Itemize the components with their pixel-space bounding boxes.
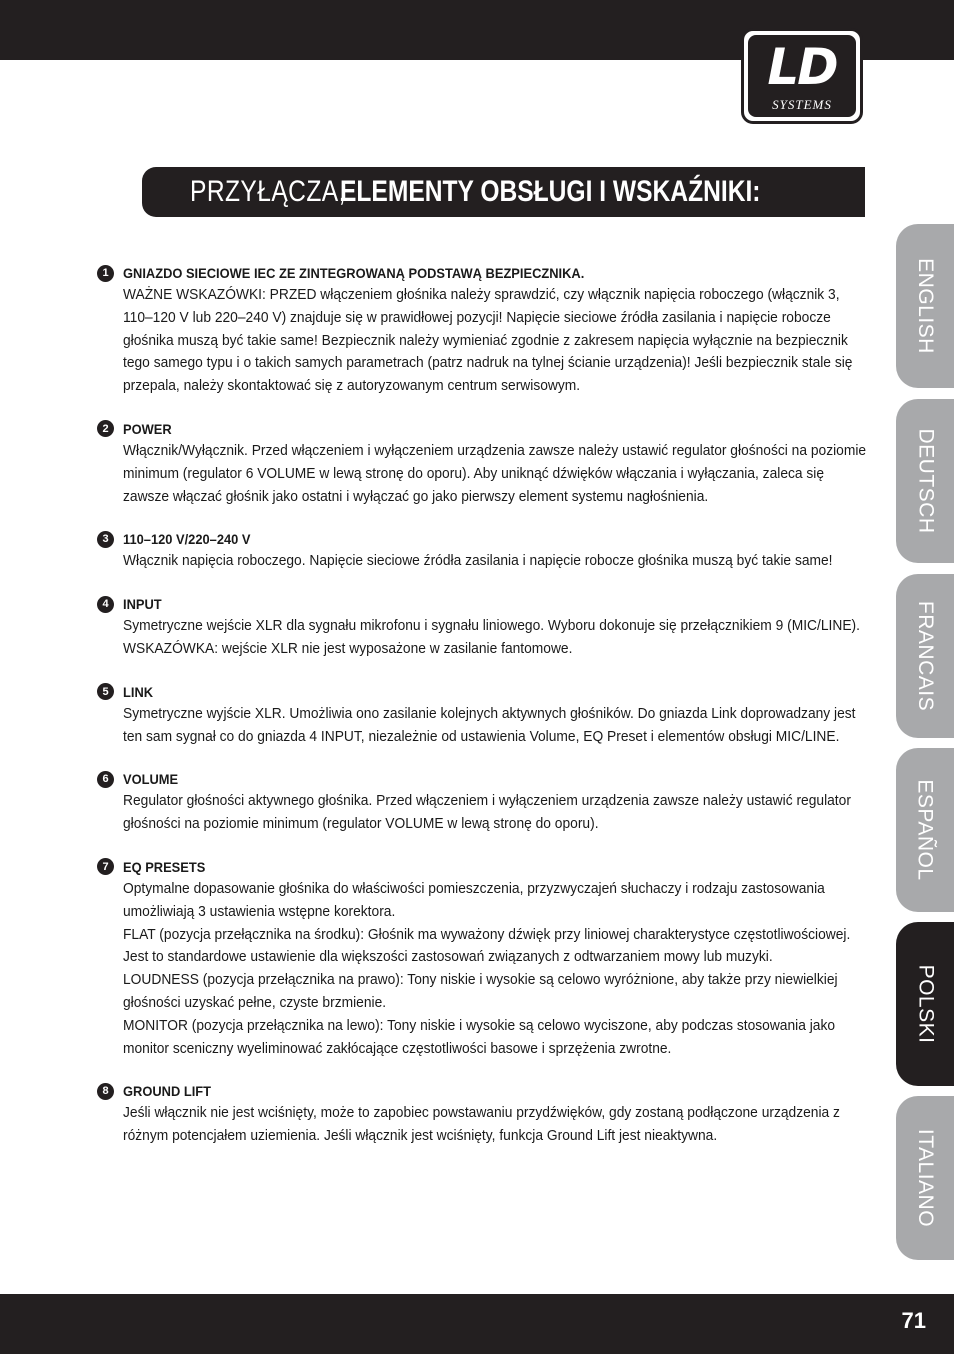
section-paragraph: Symetryczne wyjście XLR. Umożliwia ono zasilanie kolejnych aktywnych głośników. Do gniazda Link doprowadzany jest ten sam sygnał co do gniazda 4 INPUT, niezależnie od ustawienia Volume, EQ Preset i elementów obsługi MIC/LINE. [123,704,856,745]
section-title: GNIAZDO SIECIOWE IEC ZE ZINTEGROWANĄ PODSTAWĄ BEZPIECZNIKA. [123,265,585,281]
page-title-light: PRZYŁĄCZA, [190,175,346,208]
section-title: EQ PRESETS [123,858,206,875]
section-5 [97,681,865,749]
section-paragraph: Jeśli włącznik nie jest wciśnięty, może to zapobiec powstawaniu przydźwięków, gdy zostaną podłączone urządzenia z różnym potencjałem uziemienia. Jeśli włącznik jest wciśnięty, funkcja Ground Lift jest nieaktywna. [123,1104,840,1145]
section-header [97,768,865,790]
section-header [97,681,865,703]
logo-subtitle: SYSTEMS [772,97,832,112]
section-8 [97,1080,865,1148]
section-paragraph: WAŻNE WSKAZÓWKI: PRZED włączeniem głośnika należy sprawdzić, czy włącznik napięcia roboczego (włącznik 3, 110–120 V lub 220–240 V) znajduje się w prawidłowej pozycji! Napięcie sieciowe źródła zasilania i napięcie robocze głośnika muszą być takie same! Bezpiecznik należy wymieniać zgodnie z zakresem napięcia wyłącznie na bezpiecznik tego samego typu i o takich samych parametrach (patrz nadruk na tylnej ścianie urządzenia)! Jeśli bezpiecznik stale się przepala, należy skontaktować się z autoryzowanym centrum serwisowym. [123,286,853,395]
section-title: 110–120 V/220–240 V [123,531,251,548]
section-number-badge: 5 [97,683,114,700]
language-tab-deutsch[interactable] [896,399,954,563]
page-title [142,167,865,217]
section-number-badge: 8 [97,1083,114,1100]
section-paragraph: WSKAZÓWKA: wejście XLR nie jest wyposażone w zasilanie fantomowe. [123,639,573,657]
language-tab-label: FRANCAIS [914,600,937,712]
section-6 [97,768,865,836]
section-header [97,262,865,284]
logo-plate [748,35,856,117]
section-paragraph: Optymalne dopasowanie głośnika do właściwości pomieszczenia, przyzwyczajeń słuchaczy i rodzaju zastosowania umożliwiają 3 ustawienia wstępne korektora. [123,879,825,920]
section-3 [97,528,865,573]
language-tab-italiano[interactable] [896,1096,954,1260]
footer-bar [0,1294,954,1354]
page-title-bold: ELEMENTY OBSŁUGI I WSKAŹNIKI: [340,175,761,208]
language-tab-francais[interactable] [896,574,954,738]
language-tab-polski[interactable] [896,922,954,1086]
section-header [97,593,865,615]
page-number: 71 [901,1308,926,1333]
section-header [97,856,865,878]
section-paragraph: LOUDNESS (pozycja przełącznika na prawo): Tony niskie i wysokie są celowo wyróżnione, aby także przy niewielkiej głośności uzyskać pełne, czyste brzmienie. [123,971,838,1011]
section-number-badge: 6 [97,771,114,788]
section-paragraph: Włącznik/Wyłącznik. Przed włączeniem i wyłączeniem urządzenia zawsze należy ustawić regulator głośności na poziomie minimum (regulator 6 VOLUME w lewą stronę do oporu). Aby uniknąć dźwięków włączania i wyłączania, zaleca się zawsze włączać głośnik jako ostatni i wyłączać go jako pierwszy element systemu nagłośnienia. [123,441,867,505]
language-tab-english[interactable] [896,224,954,388]
language-tab-español[interactable] [896,748,954,912]
section-title: POWER [123,420,172,437]
section-number-badge: 3 [97,531,114,548]
ld-systems-logo [741,28,863,124]
section-header [97,418,865,440]
language-tab-label: POLSKI [914,964,937,1044]
language-tab-label: ITALIANO [914,1128,938,1228]
language-tab-label: ENGLISH [914,258,938,354]
section-number-badge: 7 [97,858,114,875]
section-2 [97,418,865,508]
section-7 [97,856,865,1060]
section-header [97,528,865,550]
section-paragraph: Regulator głośności aktywnego głośnika. Przed włączeniem i wyłączeniem urządzenia zawsze należy ustawić regulator głośności na poziomie minimum (regulator VOLUME w lewą stronę do oporu). [123,792,851,833]
content-area [97,262,865,1168]
section-paragraph: Włącznik napięcia roboczego. Napięcie sieciowe źródła zasilania i napięcie robocze głośnika muszą być takie same! [123,552,833,570]
logo-mark: LD [767,38,837,96]
section-title: LINK [123,683,154,700]
section-1 [97,262,865,398]
section-title: INPUT [123,596,162,613]
language-tab-label: DEUTSCH [914,428,938,534]
section-header [97,1080,865,1102]
section-title: GROUND LIFT [123,1083,212,1100]
section-number-badge: 2 [97,420,114,437]
section-4 [97,593,865,661]
language-tab-label: ESPAÑOL [914,779,937,881]
section-number-badge: 4 [97,596,114,613]
section-paragraph: Symetryczne wejście XLR dla sygnału mikrofonu i sygnału liniowego. Wyboru dokonuje się przełącznikiem 9 (MIC/LINE). [123,617,860,635]
section-title: VOLUME [123,771,179,788]
section-paragraph: FLAT (pozycja przełącznika na środku): Głośnik ma wyważony dźwięk przy liniowej charakterystyce częstotliwościowej. Jest to standardowe ustawienie dla większości zastosowań związanych z odtwarzaniem mowy lub muzyki. [123,925,851,966]
section-paragraph: MONITOR (pozycja przełącznika na lewo): Tony niskie i wysokie są celowo wyciszone, aby podczas stosowania jako monitor sceniczny wyeliminować zakłócające częstotliwości basowe i sprzężenia zwrotne. [123,1016,836,1057]
section-number-badge: 1 [97,265,114,282]
